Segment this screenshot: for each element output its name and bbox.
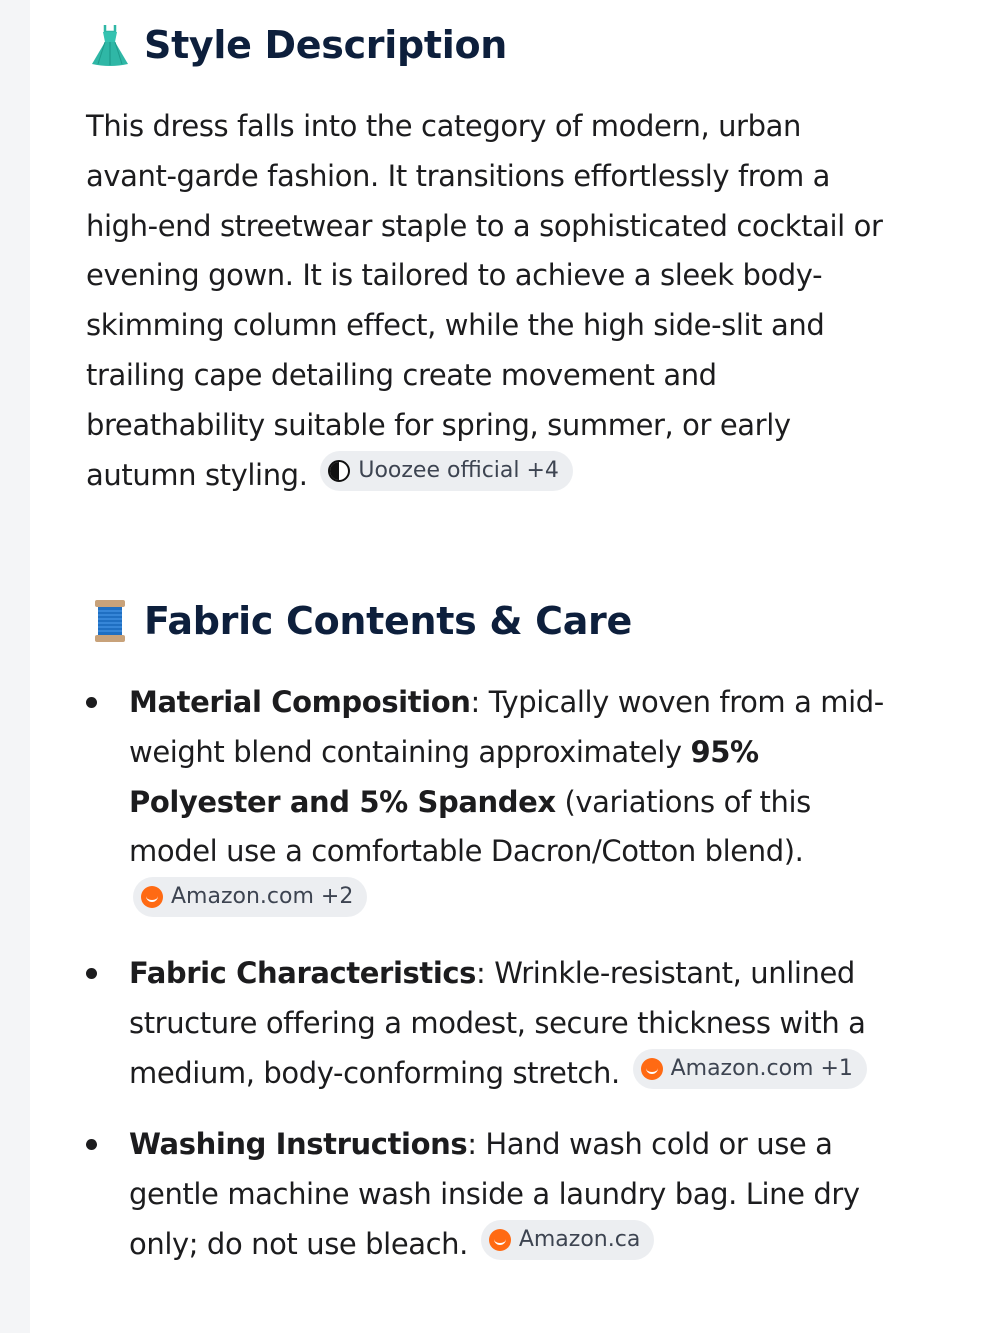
style-description-heading: [88, 22, 507, 68]
style-description-text: This dress falls into the category of modern, urban avant-garde fashion. It transitions effortlessly from a high-end streetwear staple to a sophisticated cocktail or evening gown. It is tailored to achieve a sleek body-skimming column effect, while the high side-slit and trailing cape detailing create movement and breathability suitable for spring, summer, or early autumn styling.: [86, 109, 883, 492]
source-chip-amazon-com-2[interactable]: [133, 877, 367, 917]
item-label: Fabric Characteristics: [129, 955, 477, 990]
bullet-icon: [86, 697, 97, 708]
list-item-washing-instructions: [86, 1120, 906, 1269]
fabric-care-list: [86, 678, 906, 1292]
amazon-logo-icon: [641, 1058, 663, 1080]
item-text: : Typically woven from a mid-weight blend containing approximately: [129, 685, 884, 769]
item-text: : Hand wash cold or use a gentle machine wash inside a laundry bag. Line dry only; do not use bleach.: [129, 1127, 860, 1261]
dress-emoji-icon: [88, 22, 132, 68]
source-chip-label: Amazon.ca: [518, 1226, 641, 1252]
list-item-material-composition: [86, 678, 906, 927]
page: [30, 0, 999, 1333]
item-text-after: (variations of this model use a comfortable Dacron/Cotton blend).: [129, 784, 811, 869]
style-description-paragraph: [86, 102, 886, 500]
thread-spool-emoji-icon: [88, 598, 132, 644]
fabric-contents-heading: [88, 598, 632, 644]
list-item-fabric-characteristics: [86, 949, 906, 1098]
source-chip-label: Amazon.com +2: [171, 884, 354, 910]
amazon-logo-icon: [489, 1229, 511, 1251]
style-description-title: Style Description: [144, 23, 508, 67]
source-chip-amazon-com-1[interactable]: [633, 1049, 867, 1089]
source-chip-label: Amazon.com +1: [670, 1055, 853, 1081]
source-chip-label: Uoozee official +4: [358, 457, 559, 483]
item-bold-text: 95% Polyester and 5% Spandex: [129, 734, 759, 819]
source-chip-uoozee[interactable]: [320, 451, 573, 491]
item-label: Washing Instructions: [129, 1127, 468, 1162]
amazon-logo-icon: [141, 886, 163, 908]
bullet-icon: [86, 968, 97, 979]
item-label: Material Composition: [129, 685, 471, 719]
item-text: : Wrinkle-resistant, unlined structure offering a modest, secure thickness with a medium, body-conforming stretch.: [129, 955, 866, 1090]
uoozee-logo-icon: [328, 460, 350, 482]
source-chip-amazon-ca[interactable]: [481, 1220, 654, 1260]
fabric-contents-title: Fabric Contents & Care: [144, 599, 632, 643]
bullet-icon: [86, 1139, 97, 1150]
